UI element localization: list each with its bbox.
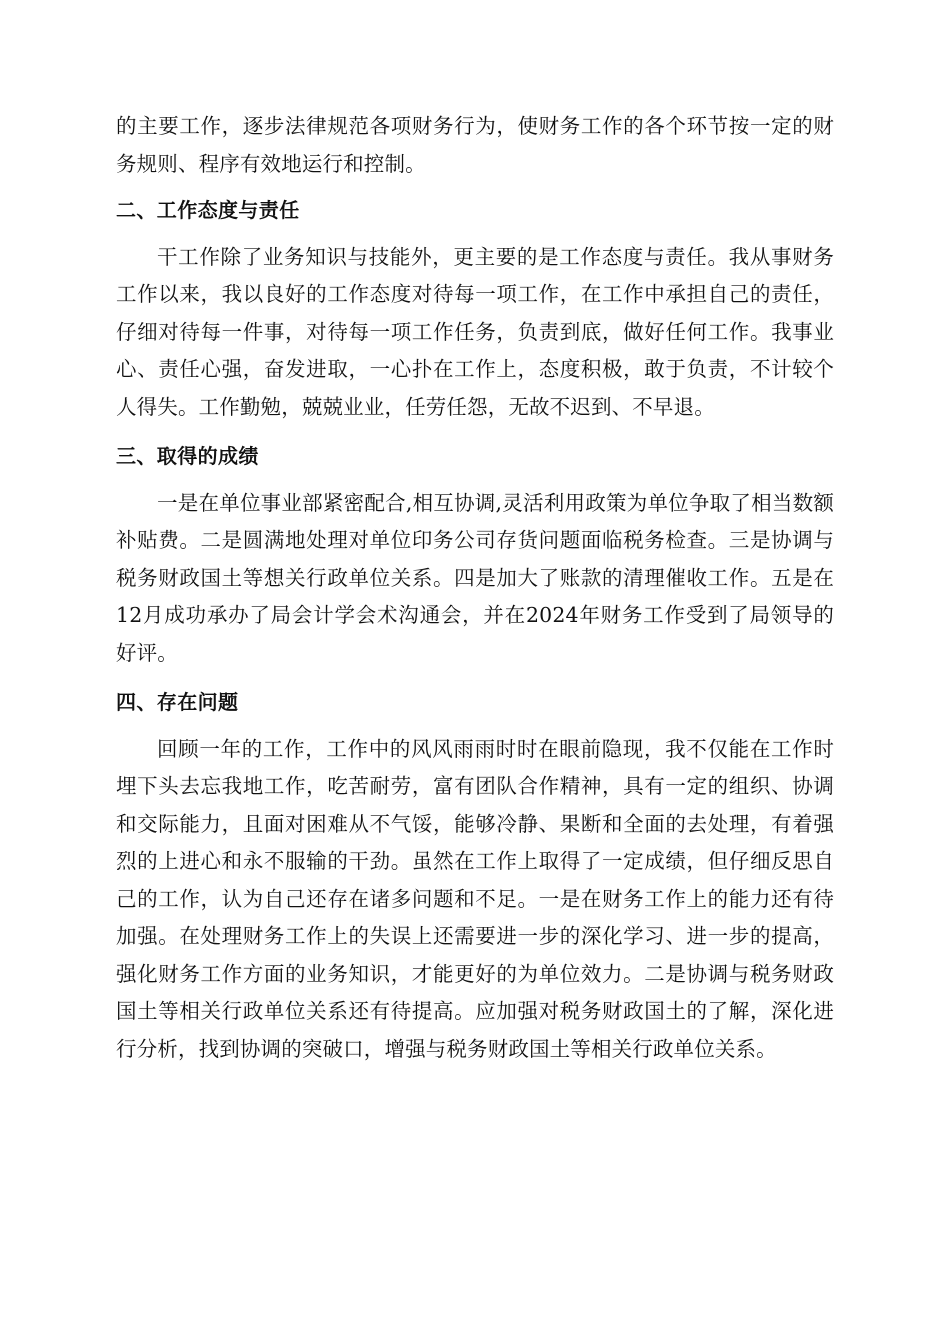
section-body-attitude: 干工作除了业务知识与技能外，更主要的是工作态度与责任。我从事财务工作以来，我以良好的工作态度对待每一项工作，在工作中承担自己的责任，仔细对待每一件事，对待每一项工作任务，负责到底，做好任何工作。我事业心、责任心强，奋发进取，一心扑在工作上，态度积极，敢于负责，不计较个人得失。工作勤勉，兢兢业业，任劳任怨，无故不迟到、不早退。 (116, 244, 834, 419)
section-body-problems: 回顾一年的工作，工作中的风风雨雨时时在眼前隐现，我不仅能在工作时埋下头去忘我地工作，吃苦耐劳，富有团队合作精神，具有一定的组织、协调和交际能力，且面对困难从不气馁，能够冷静、果断和全面的去处理，有着强烈的上进心和永不服输的干劲。虽然在工作上取得了一定成绩，但仔细反思自己的工作，认为自己还存在诸多问题和不足。一是在财务工作上的能力还有待加强。在处理财务工作上的失误上还需要进一步的深化学习、进一步的提高，强化财务工作方面的业务知识，才能更好的为单位效力。二是协调与税务财政国土等相关行政单位关系还有待提高。应加强对税务财政国土的了解，深化进行分析，找到协调的突破口，增强与税务财政国土等相关行政单位关系。 (116, 736, 834, 1061)
spacer (116, 722, 834, 731)
section-heading-problems: 四、存在问题 (116, 690, 239, 714)
section-heading-attitude: 二、工作态度与责任 (116, 198, 300, 222)
spacer (116, 183, 834, 192)
spacer (116, 230, 834, 239)
spacer (116, 672, 834, 684)
document-body (116, 108, 834, 1068)
spacer (116, 476, 834, 485)
spacer (116, 426, 834, 438)
section-body-achievements: 一是在单位事业部紧密配合,相互协调,灵活利用政策为单位争取了相当数额补贴费。二是圆满地处理对单位印务公司存货问题面临税务检查。三是协调与税务财政国土等想关行政单位关系。四是加大了账款的清理催收工作。五是在12月成功承办了局会计学会术沟通会，并在2024年财务工作受到了局领导的好评。 (116, 490, 834, 665)
intro-paragraph: 的主要工作，逐步法律规范各项财务行为，使财务工作的各个环节按一定的财务规则、程序有效地运行和控制。 (116, 114, 834, 176)
section-heading-achievements: 三、取得的成绩 (116, 444, 259, 468)
